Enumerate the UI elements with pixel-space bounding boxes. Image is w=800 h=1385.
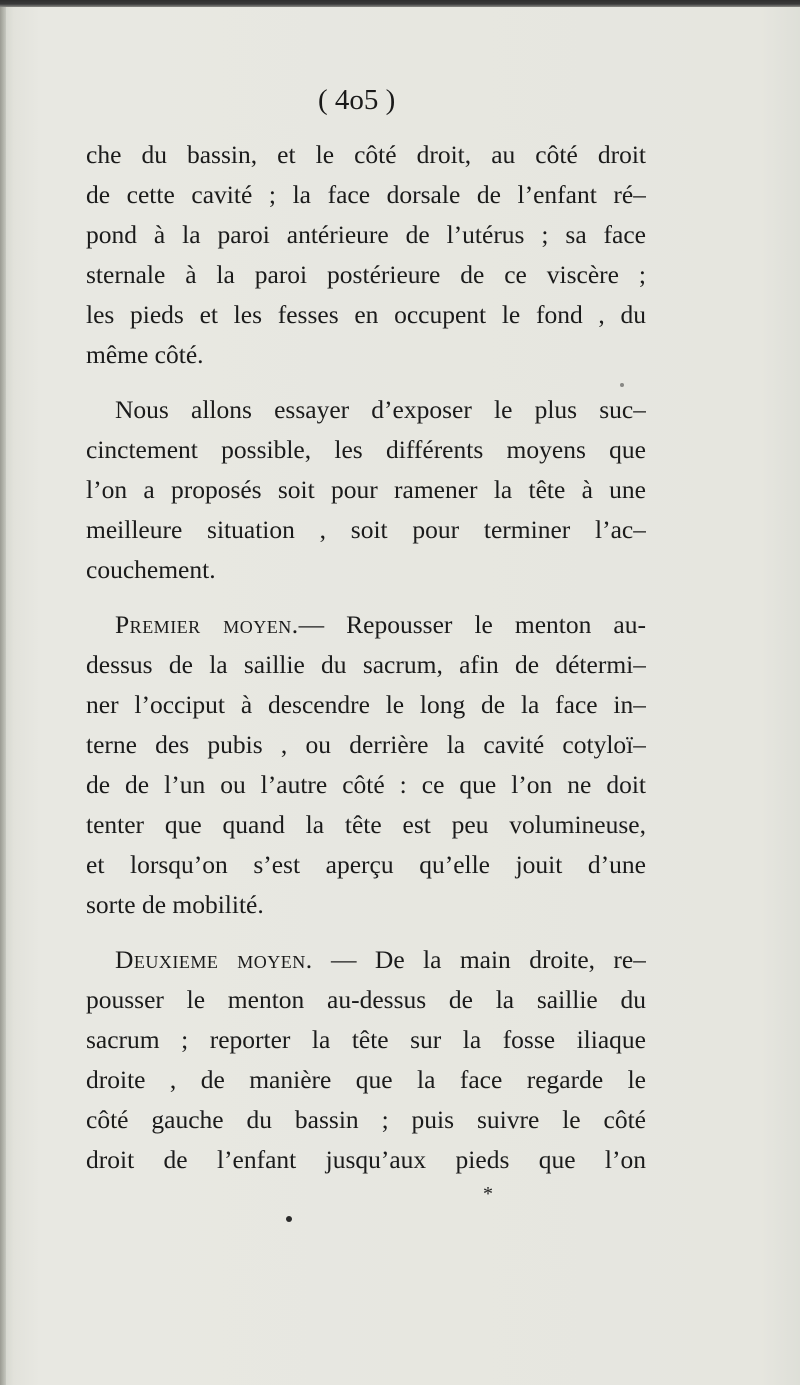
text-line: même côté. [86, 340, 204, 369]
text-line: pond à la paroi antérieure de l’utérus ; sa face [86, 220, 646, 249]
spine-edge [0, 7, 6, 1385]
text-line: droit de l’enfant jusqu’aux pieds que l’on [86, 1145, 646, 1174]
text-line: terne des pubis , ou derrière la cavité cotyloï– [86, 730, 646, 759]
text-line: sorte de mobilité. [86, 890, 264, 919]
text-line-tail: — Repousser le menton au- [298, 610, 646, 639]
text-line: meilleure situation , soit pour terminer l’ac– [86, 515, 646, 544]
top-border [0, 0, 800, 7]
text-line: dessus de la saillie du sacrum, afin de détermi– [86, 650, 646, 679]
text-line: Nous allons essayer d’exposer le plus suc– [115, 395, 646, 424]
text-line: cinctement possible, les différents moyens que [86, 435, 646, 464]
text-line: côté gauche du bassin ; puis suivre le côté [86, 1105, 646, 1134]
page-number: ( 4o5 ) [318, 84, 396, 116]
ink-speck [620, 383, 624, 387]
text-line: sternale à la paroi postérieure de ce viscère ; [86, 260, 646, 289]
ink-speck [286, 1216, 292, 1222]
signature-mark: * [483, 1183, 493, 1205]
text-line-tail: — De la main droite, re– [312, 945, 646, 974]
text-line: sacrum ; reporter la tête sur la fosse iliaque [86, 1025, 646, 1054]
text-line: droite , de manière que la face regarde le [86, 1065, 646, 1094]
text-line: de cette cavité ; la face dorsale de l’enfant ré– [86, 180, 646, 209]
text-line: ner l’occiput à descendre le long de la face in– [86, 690, 646, 719]
text-line [115, 940, 646, 980]
text-line: les pieds et les fesses en occupent le fond , du [86, 300, 646, 329]
text-line: pousser le menton au-dessus de la saillie du [86, 985, 646, 1014]
text-line: de de l’un ou l’autre côté : ce que l’on ne doit [86, 770, 646, 799]
text-line: che du bassin, et le côté droit, au côté droit [86, 140, 646, 169]
text-line: couchement. [86, 555, 216, 584]
section-heading-first-method: Premier moyen. [115, 610, 299, 639]
text-line: l’on a proposés soit pour ramener la tête à une [86, 475, 646, 504]
text-line: tenter que quand la tête est peu volumineuse, [86, 810, 646, 839]
text-line [115, 605, 646, 645]
section-heading-second-method: Deuxieme moyen. [115, 945, 313, 974]
text-line: et lorsqu’on s’est aperçu qu’elle jouit d’une [86, 850, 646, 879]
